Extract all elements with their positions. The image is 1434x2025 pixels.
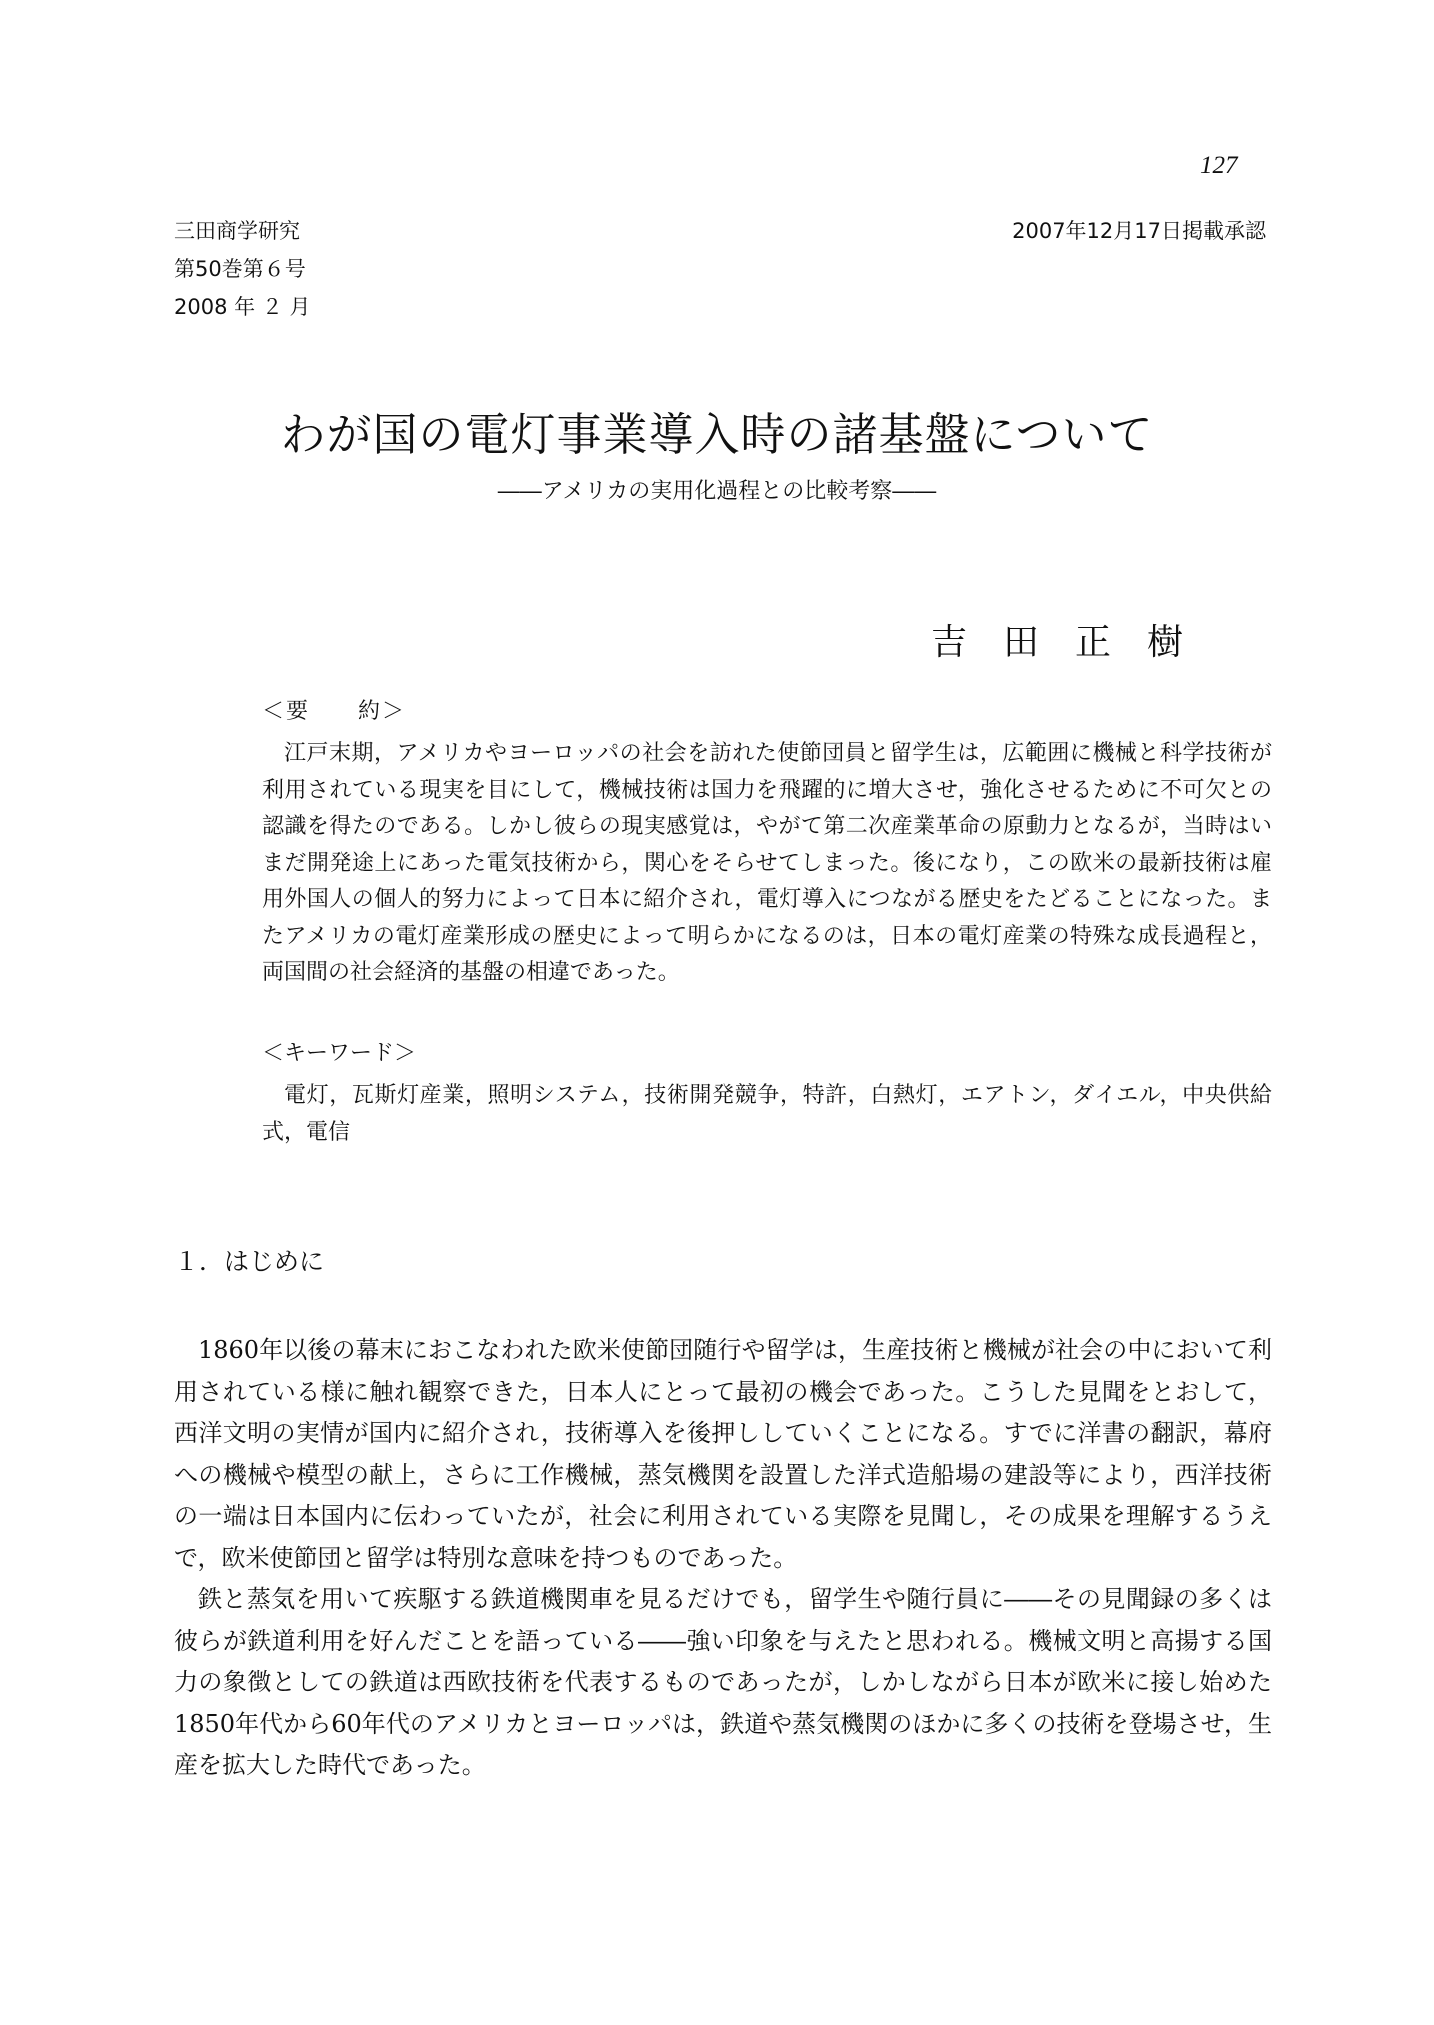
section-heading: １．はじめに: [174, 1247, 325, 1276]
abstract-text: 江戸末期，アメリカやヨーロッパの社会を訪れた使節団員と留学生は，広範囲に機械と科学技術が利用されている現実を目にして，機械技術は国力を飛躍的に増大させ，強化させるために不可欠との認識を得たのである。しかし彼らの現実感覚は，やがて第二次産業革命の原動力となるが，当時はいまだ開発途上にあった電気技術から，関心をそらせてしまった。後になり，この欧米の最新技術は雇用外国人の個人的努力によって日本に紹介され，電灯導入につながる歴史をたどることになった。またアメリカの電灯産業形成の歴史によって明らかになるのは，日本の電灯産業の特殊な成長過程と，両国間の社会経済的基盤の相違であった。: [262, 741, 1272, 985]
approval-date: 2007年12月17日掲載承認: [1012, 219, 1266, 243]
keywords-heading: ＜キーワード＞: [262, 1041, 417, 1066]
author-name: 吉田正樹: [930, 622, 1219, 663]
article-subtitle: ――アメリカの実用化過程との比較考察――: [497, 479, 937, 504]
journal-name: 三田商学研究: [174, 219, 300, 243]
abstract-heading: ＜要 約＞: [262, 699, 407, 724]
body-paragraph: 鉄と蒸気を用いて疾駆する鉄道機関車を見るだけでも，留学生や随行員に――その見聞録の多くは彼らが鉄道利用を好んだことを語っている――強い印象を与えたと思われる。機械文明と高揚する国力の象徴としての鉄道は西欧技術を代表するものであったが，しかしながら日本が欧米に接し始めた1850年代から60年代のアメリカとヨーロッパは，鉄道や蒸気機関のほかに多くの技術を登場させ，生産を拡大した時代であった。: [174, 1585, 1272, 1779]
journal-info: [174, 212, 310, 326]
publication-date: 2008 年 ２ 月: [174, 295, 311, 319]
body-paragraph: 1860年以後の幕末におこなわれた欧米使節団随行や留学は，生産技術と機械が社会の中において利用されている様に触れ観察できた，日本人にとって最初の機会であった。こうした見聞をとおして，西洋文明の実情が国内に紹介され，技術導入を後押ししていくことになる。すでに洋書の翻訳，幕府への機械や模型の献上，さらに工作機械，蒸気機関を設置した洋式造船場の建設等により，西洋技術の一端は日本国内に伝わっていたが，社会に利用されている実際を見聞し，その成果を理解するうえで，欧米使節団と留学は特別な意味を持つものであった。: [174, 1336, 1272, 1572]
page-number: 127: [1200, 152, 1238, 179]
body-text: [174, 1330, 1272, 1787]
article-title: わが国の電灯事業導入時の諸基盤について: [280, 408, 1154, 461]
keywords-text: 電灯，瓦斯灯産業，照明システム，技術開発競争，特許，白熱灯，エアトン，ダイエル，中央供給式，電信: [262, 1083, 1272, 1145]
volume-issue: 第50巻第６号: [174, 257, 306, 281]
